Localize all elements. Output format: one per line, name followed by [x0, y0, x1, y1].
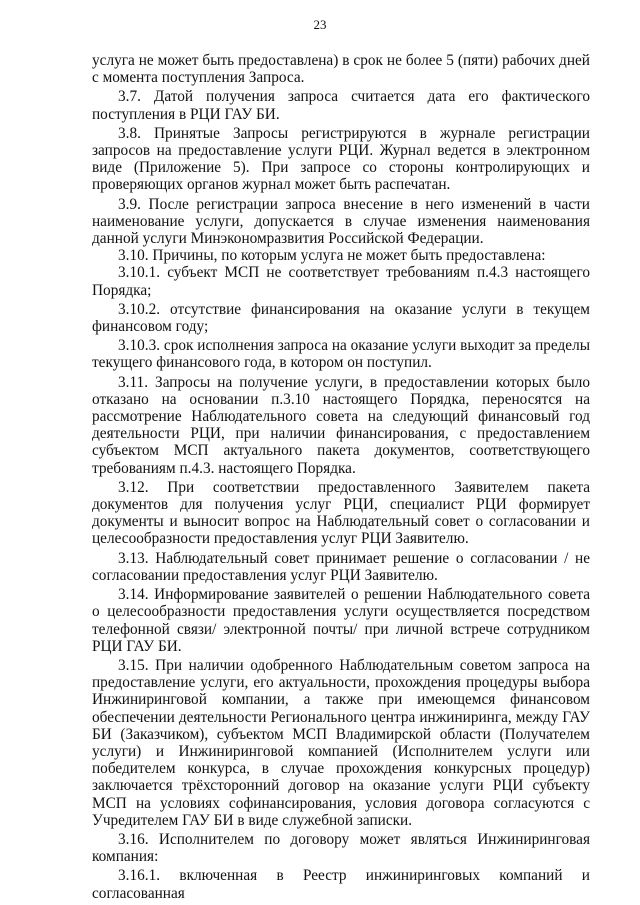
paragraph-continuation: услуга не может быть предоставлена) в срок не более 5 (пяти) рабочих дней с момента поступления Запроса. — [92, 52, 590, 87]
paragraph-3-16-1: 3.16.1. включенная в Реестр инжиниринговых компаний и согласованная — [92, 867, 590, 902]
paragraph-3-14: 3.14. Информирование заявителей о решении Наблюдательного совета о целесообразности предоставления услуги осуществляется посредством телефонной связи/ электронной почты/ при личной встрече сотрудником РЦИ ГАУ БИ. — [92, 586, 590, 655]
paragraph-3-10-2: 3.10.2. отсутствие финансирования на оказание услуги в текущем финансовом году; — [92, 300, 590, 336]
paragraph-3-10-3: 3.10.3. срок исполнения запроса на оказание услуги выходит за пределы текущего финансового года, в котором он поступил. — [92, 337, 590, 372]
page-number: 23 — [313, 17, 327, 32]
paragraph-3-9: 3.9. После регистрации запроса внесение в него изменений в части наименование услуги, допускается в случае изменения наименования данной услуги Минэкономразвития Российской Федерации. — [92, 195, 590, 248]
paragraph-3-8: 3.8. Принятые Запросы регистрируются в журнале регистрации запросов на предоставление услуги РЦИ. Журнал ведется в электронном виде (Приложение 5). При запросе со стороны контролирующих и проверяющих органов журнал может быть распечатан. — [92, 124, 590, 194]
paragraph-3-7: 3.7. Датой получения запроса считается дата его фактического поступления в РЦИ ГАУ БИ. — [92, 88, 590, 123]
paragraph-3-10: 3.10. Причины, по которым услуга не может быть предоставлена: — [118, 247, 546, 265]
paragraph-3-11: 3.11. Запросы на получение услуги, в предоставлении которых было отказано на основании п.3.10 настоящего Порядка, переносятся на рассмотрение Наблюдательного совета на следующий финансовый год деятельности РЦИ, при наличии финансирования, с предоставлением субъектом МСП актуального пакета документов, соответствующего требованиям п.4.3. настоящего Порядка. — [92, 373, 590, 477]
document-body — [92, 52, 590, 902]
paragraph-3-15: 3.15. При наличии одобренного Наблюдательным советом запроса на предоставление услуги, его актуальности, прохождения процедуры выбора Инжиниринговой компании, а также при имеющемся финансовом обеспечении деятельности Регионального центра инжиниринга, между ГАУ БИ (Заказчиком), субъектом МСП Владимирской области (Получателем услуги) и Инжиниринговой компанией (Исполнителем услуги или победителем конкурса, в случае прохождения конкурсных процедур) заключается трёхсторонний договор на оказание услуги РЦИ субъекту МСП на условиях софинансирования, условия договора согласуются с Учредителем ГАУ БИ в виде служебной записки. — [92, 656, 590, 829]
paragraph-3-16: 3.16. Исполнителем по договору может являться Инжиниринговая компания: — [92, 830, 590, 866]
paragraph-3-10-1: 3.10.1. субъект МСП не соответствует требованиям п.4.3 настоящего Порядка; — [92, 264, 590, 299]
paragraph-3-13: 3.13. Наблюдательный совет принимает решение о согласовании / не согласовании предоставления услуг РЦИ Заявителю. — [92, 549, 590, 584]
paragraph-3-12: 3.12. При соответствии предоставленного Заявителем пакета документов для получения услуг РЦИ, специалист РЦИ формирует документы и выносит вопрос на Наблюдательный совет о согласовании и целесообразности предоставления услуг РЦИ Заявителю. — [92, 478, 590, 548]
